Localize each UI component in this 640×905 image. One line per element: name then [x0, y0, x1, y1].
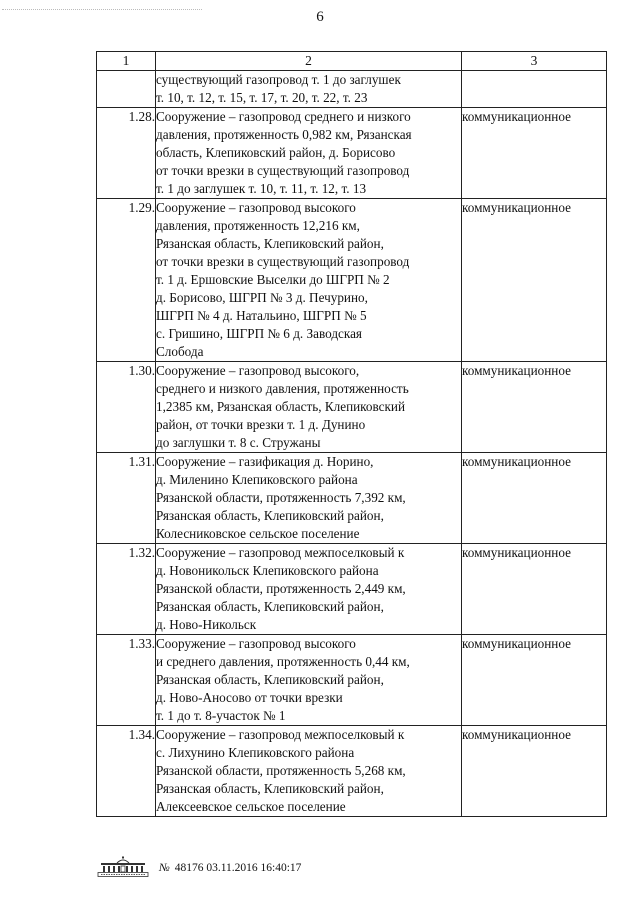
description-line: Сооружение – газопровод межпоселковый к — [156, 727, 405, 742]
row-number: 1.33. — [97, 635, 156, 726]
row-type: коммуникационное — [462, 635, 607, 726]
description-line: Сооружение – газопровод высокого — [156, 200, 356, 215]
description-line: Сооружение – газификация д. Норино, — [156, 454, 374, 469]
row-description — [156, 199, 462, 362]
row-number: 1.31. — [97, 453, 156, 544]
row-type: коммуникационное — [462, 453, 607, 544]
row-number — [97, 71, 156, 108]
description-line: Сооружение – газопровод межпоселковый к — [156, 545, 405, 560]
row-type: коммуникационное — [462, 544, 607, 635]
description-line: Рязанской области, протяженность 7,392 км, — [156, 490, 406, 505]
description-line: д. Миленино Клепиковского района — [156, 472, 358, 487]
row-number: 1.34. — [97, 726, 156, 817]
row-number: 1.30. — [97, 362, 156, 453]
description-line: Рязанская область, Клепиковский район, — [156, 672, 384, 687]
description-line: Колесниковское сельское поселение — [156, 526, 360, 541]
description-line: Сооружение – газопровод среднего и низкого — [156, 109, 411, 124]
row-description — [156, 635, 462, 726]
row-number: 1.32. — [97, 544, 156, 635]
description-line: Сооружение – газопровод высокого — [156, 636, 356, 651]
description-line: ШГРП № 4 д. Натальино, ШГРП № 5 — [156, 308, 367, 323]
description-line: д. Борисово, ШГРП № 3 д. Печурино, — [156, 290, 368, 305]
description-line: Рязанская область, Клепиковский район, — [156, 236, 384, 251]
row-description — [156, 108, 462, 199]
description-line: с. Лихунино Клепиковского района — [156, 745, 355, 760]
row-number: 1.28. — [97, 108, 156, 199]
row-description — [156, 362, 462, 453]
description-line: существующий газопровод т. 1 до заглушек — [156, 72, 401, 87]
table-row — [97, 108, 607, 199]
description-line: и среднего давления, протяженность 0,44 км, — [156, 654, 410, 669]
row-description — [156, 453, 462, 544]
page-number: 6 — [316, 9, 324, 25]
description-line: Рязанская область, Клепиковский район, — [156, 781, 384, 796]
description-line: от точки врезки в существующий газопровод — [156, 254, 410, 269]
column-header-3: 3 — [462, 52, 607, 71]
description-line: от точки врезки в существующий газопровод — [156, 163, 410, 178]
description-line: Слобода — [156, 344, 204, 359]
description-line: т. 1 д. Ершовские Выселки до ШГРП № 2 — [156, 272, 390, 287]
description-line: д. Ново-Аносово от точки врезки — [156, 690, 343, 705]
description-line: Рязанской области, протяженность 5,268 км, — [156, 763, 406, 778]
description-line: Рязанская область, Клепиковский район, — [156, 508, 384, 523]
column-header-2: 2 — [156, 52, 462, 71]
description-line: среднего и низкого давления, протяженность — [156, 381, 409, 396]
table-row — [97, 544, 607, 635]
description-line: т. 10, т. 12, т. 15, т. 17, т. 20, т. 22, т. 23 — [156, 90, 368, 105]
row-description — [156, 544, 462, 635]
description-line: Рязанская область, Клепиковский район, — [156, 599, 384, 614]
table-row — [97, 453, 607, 544]
row-type: коммуникационное — [462, 726, 607, 817]
description-line: до заглушки т. 8 с. Стружаны — [156, 435, 321, 450]
property-table — [96, 51, 607, 817]
description-line: с. Гришино, ШГРП № 6 д. Заводская — [156, 326, 363, 341]
row-type: коммуникационное — [462, 362, 607, 453]
description-line: т. 1 до заглушек т. 10, т. 11, т. 12, т. 13 — [156, 181, 367, 196]
description-line: д. Ново-Никольск — [156, 617, 257, 632]
row-type — [462, 71, 607, 108]
description-line: Рязанской области, протяженность 2,449 км, — [156, 581, 406, 596]
description-line: 1,2385 км, Рязанская область, Клепиковский — [156, 399, 406, 414]
description-line: Алексеевское сельское поселение — [156, 799, 346, 814]
row-description — [156, 726, 462, 817]
row-description — [156, 71, 462, 108]
table-row — [97, 635, 607, 726]
table-row — [97, 71, 607, 108]
row-type: коммуникационное — [462, 108, 607, 199]
row-number: 1.29. — [97, 199, 156, 362]
number-symbol: № — [159, 862, 170, 874]
description-line: Сооружение – газопровод высокого, — [156, 363, 360, 378]
table-row — [97, 199, 607, 362]
registration-stamp — [159, 862, 301, 874]
column-header-1: 1 — [97, 52, 156, 71]
table-row — [97, 726, 607, 817]
description-line: д. Новоникольск Клепиковского района — [156, 563, 379, 578]
description-line: район, от точки врезки т. 1 д. Дунино — [156, 417, 366, 432]
table-row — [97, 362, 607, 453]
registration-number-datetime: 48176 03.11.2016 16:40:17 — [174, 862, 302, 874]
description-line: область, Клепиковский район, д. Борисово — [156, 145, 396, 160]
description-line: т. 1 до т. 8-участок № 1 — [156, 708, 286, 723]
description-line: давления, протяженность 12,216 км, — [156, 218, 360, 233]
table-header-row — [97, 52, 607, 71]
row-type: коммуникационное — [462, 199, 607, 362]
registry-building-logo-icon — [97, 856, 149, 878]
description-line: давления, протяженность 0,982 км, Рязанская — [156, 127, 412, 142]
